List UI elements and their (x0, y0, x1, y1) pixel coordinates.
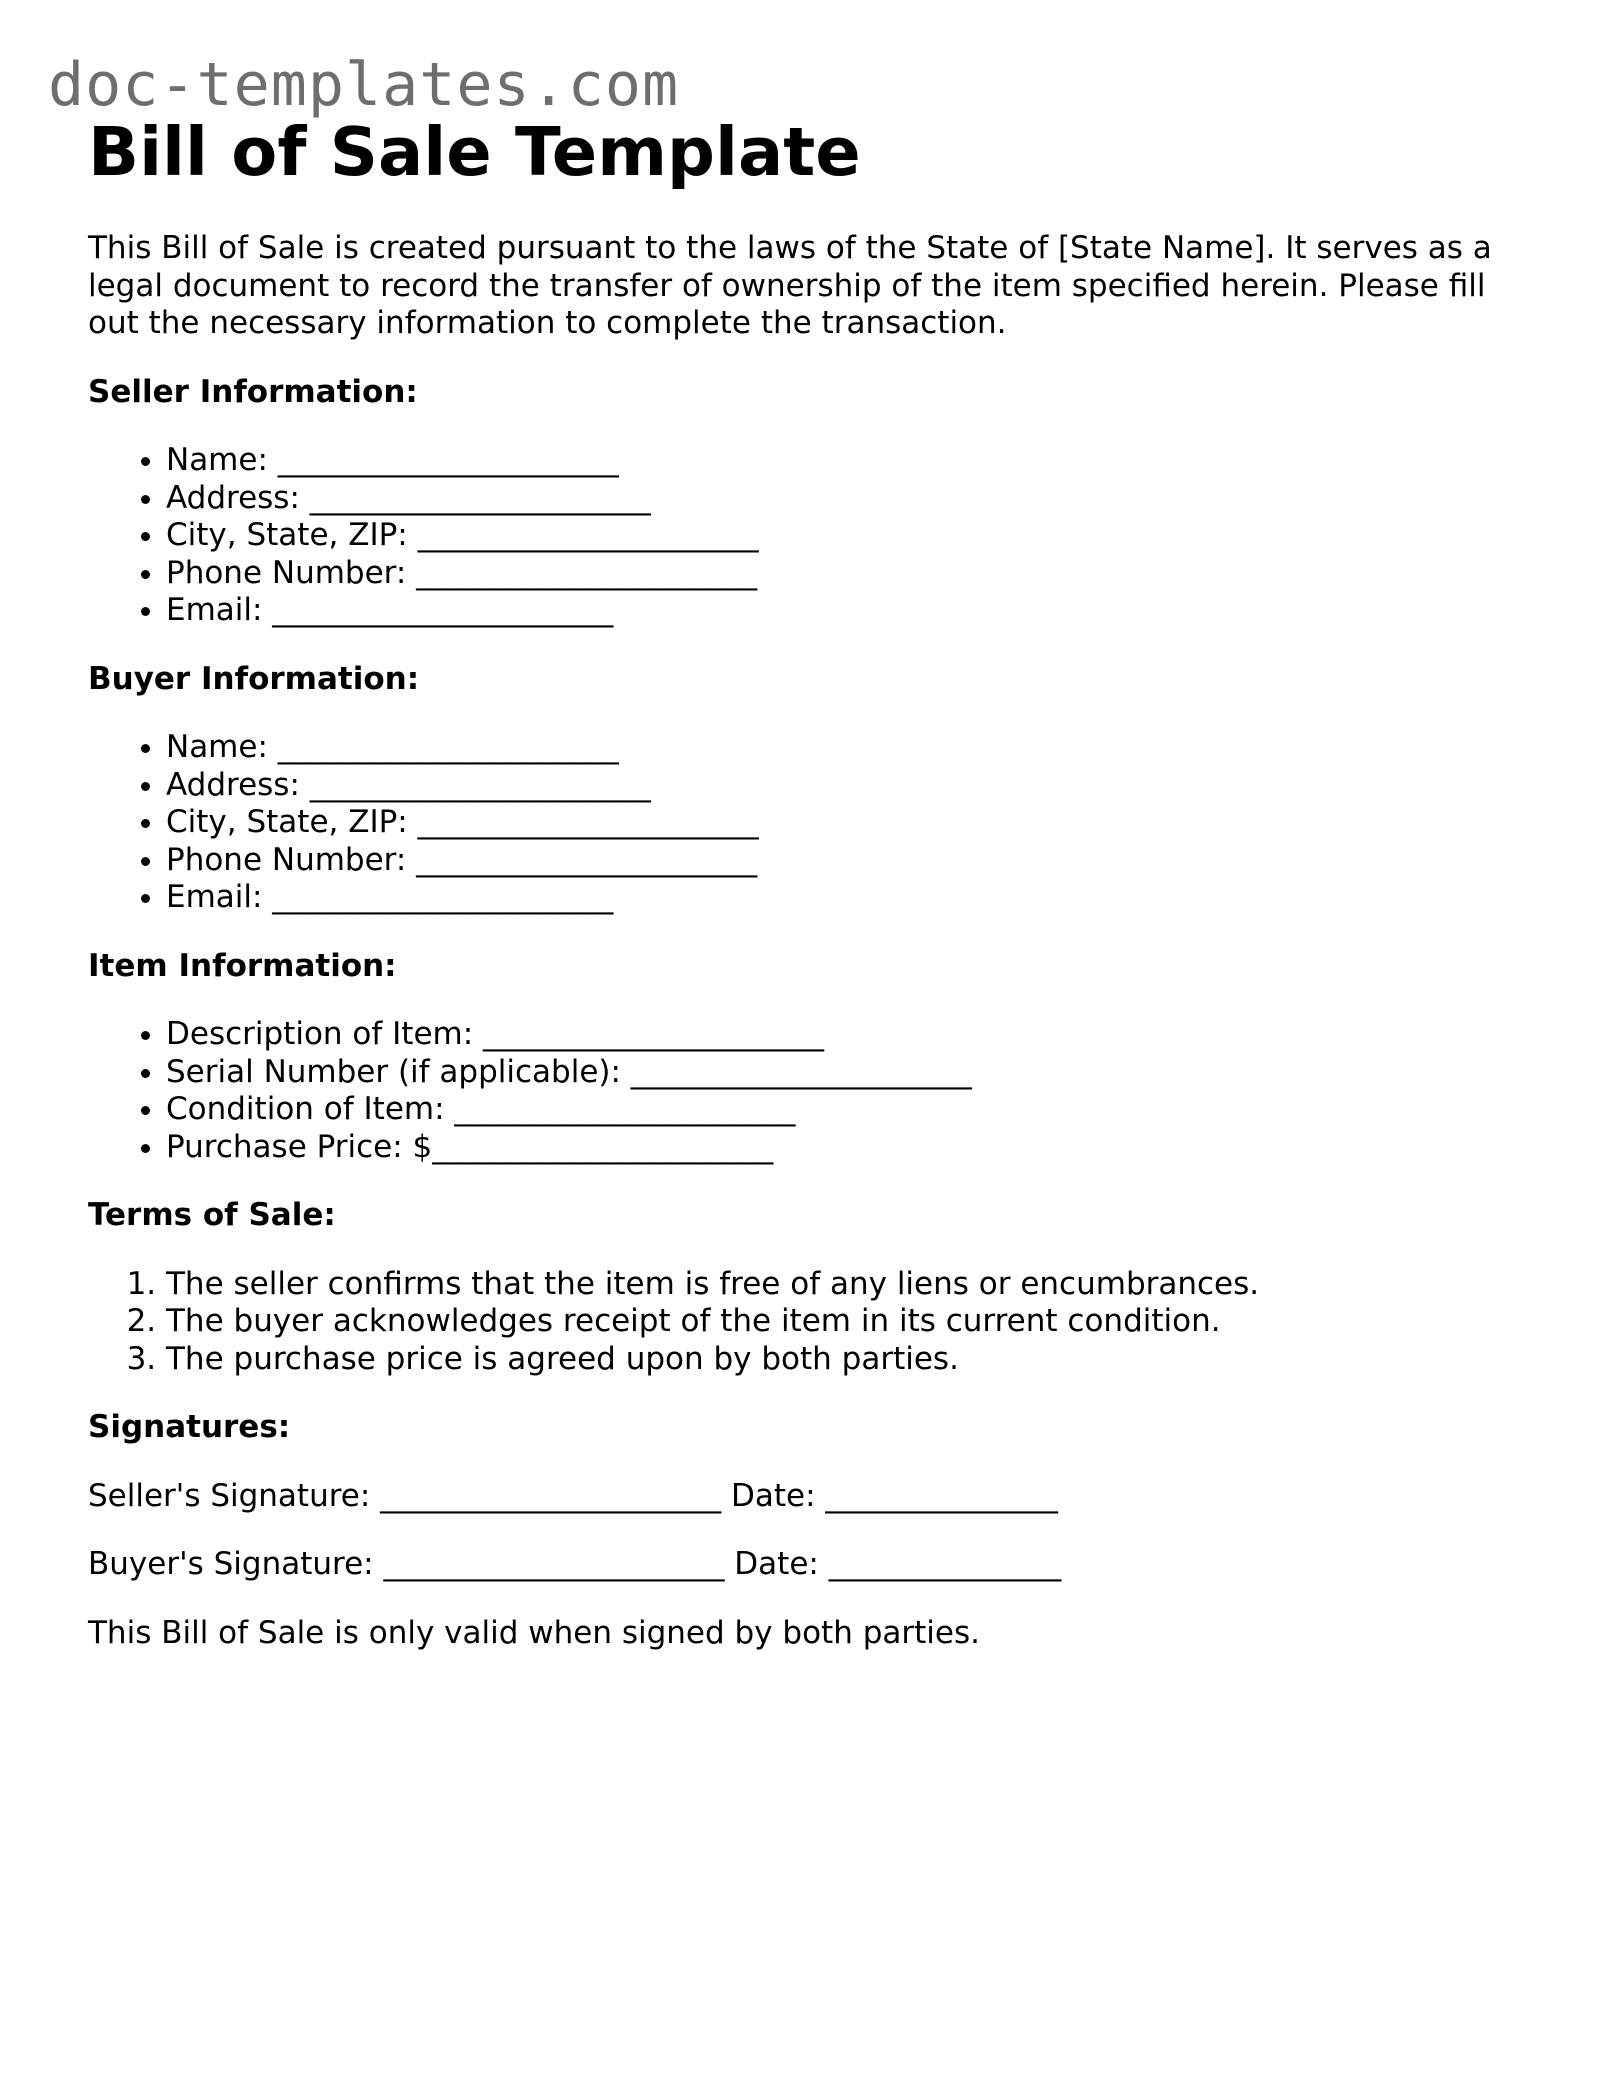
buyer-city-state-zip-field: • City, State, ZIP: ______________________ (166, 804, 1528, 842)
seller-field-list (88, 442, 1528, 630)
terms-item: 2. The buyer acknowledges receipt of the item in its current condition. (166, 1303, 1528, 1341)
seller-city-state-zip-field: • City, State, ZIP: ______________________ (166, 517, 1528, 555)
buyer-name-field: • Name: ______________________ (166, 729, 1528, 767)
buyer-address-field: • Address: ______________________ (166, 767, 1528, 805)
item-heading: Item Information: (88, 947, 397, 984)
item-description-field: • Description of Item: ______________________ (166, 1016, 1528, 1054)
seller-heading: Seller Information: (88, 373, 418, 410)
terms-item: 3. The purchase price is agreed upon by both parties. (166, 1341, 1528, 1379)
terms-item: 1. The seller confirms that the item is free of any liens or encumbrances. (166, 1266, 1528, 1304)
seller-email-field: • Email: ______________________ (166, 592, 1528, 630)
seller-name-field: • Name: ______________________ (166, 442, 1528, 480)
buyer-signature-line: Buyer's Signature: ______________________ Date: _______________ (88, 1546, 1062, 1582)
seller-phone-field: • Phone Number: ______________________ (166, 555, 1528, 593)
page-title: Bill of Sale Template (88, 113, 861, 191)
buyer-email-field: • Email: ______________________ (166, 879, 1528, 917)
item-field-list (88, 1016, 1528, 1166)
buyer-phone-field: • Phone Number: ______________________ (166, 842, 1528, 880)
seller-signature-line: Seller's Signature: ______________________ Date: _______________ (88, 1477, 1058, 1514)
signatures-heading: Signatures: (88, 1409, 291, 1445)
terms-heading: Terms of Sale: (88, 1197, 336, 1233)
item-serial-number-field: • Serial Number (if applicable): ______________________ (166, 1054, 1528, 1092)
intro-paragraph: This Bill of Sale is created pursuant to the laws of the State of [State Name]. It serves as a legal document to record the transfer of ownership of the item specified herein. Please fill out the necessary information to complete the transaction. (88, 230, 1492, 341)
item-condition-field: • Condition of Item: ______________________ (166, 1091, 1528, 1129)
seller-address-field: • Address: ______________________ (166, 480, 1528, 518)
buyer-field-list (88, 729, 1528, 917)
watermark-text: doc-templates.com (48, 50, 680, 120)
closing-statement: This Bill of Sale is only valid when signed by both parties. (88, 1614, 980, 1651)
document-page (88, 112, 1528, 1652)
buyer-heading: Buyer Information: (88, 660, 420, 697)
terms-list (88, 1266, 1528, 1379)
item-purchase-price-field: • Purchase Price: $______________________ (166, 1129, 1528, 1167)
